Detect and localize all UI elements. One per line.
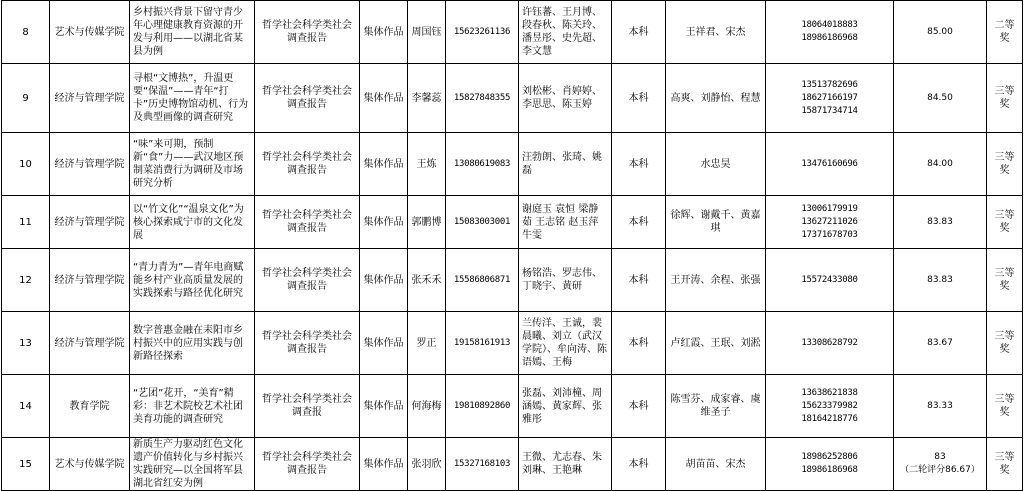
phone-cell: 15623261136 [446, 1, 519, 64]
project-title-cell: “味”来可期，预制新“食”力——武汉地区预制菜消费行为调研及市场研究分析 [130, 133, 255, 196]
advisor-cell: 胡苗苗、宋杰 [666, 438, 766, 491]
college-cell: 经济与管理学院 [50, 196, 130, 249]
table-row [2, 1, 1023, 64]
project-title-cell: 以“竹文化”“温泉文化”为核心探索咸宁市的文化发展 [130, 196, 255, 249]
phone-cell: 15827848355 [446, 64, 519, 133]
advisor-phone-cell: 18986252806 18986186968 [766, 438, 894, 491]
advisor-cell: 王祥君、宋杰 [666, 1, 766, 64]
advisor-phone-cell: 18064018883 18986186968 [766, 1, 894, 64]
award-cell: 三等奖 [987, 249, 1023, 312]
work-type-cell: 集体作品 [360, 133, 408, 196]
level-cell: 本科 [612, 249, 666, 312]
score-cell: 84.50 [894, 64, 987, 133]
advisor-cell: 徐辉、谢戴千、黄嘉琪 [666, 196, 766, 249]
advisor-phone-cell: 13476160696 [766, 133, 894, 196]
category-cell: 哲学社会科学类社会调查报告 [255, 1, 360, 64]
award-cell: 三等奖 [987, 375, 1023, 438]
table-row [2, 312, 1023, 375]
award-cell: 二等奖 [987, 1, 1023, 64]
advisor-phone-cell: 15572433080 [766, 249, 894, 312]
table-row [2, 249, 1023, 312]
members-cell: 张磊、刘沛橦、周涵嫣、黄家辉、张雅彤 [519, 375, 612, 438]
category-cell: 哲学社会科学类社会调查报告 [255, 64, 360, 133]
row-number: 9 [2, 64, 50, 133]
score-cell: 83 （二轮评分86.67） [894, 438, 987, 491]
category-cell: 哲学社会科学类社会调查报告 [255, 196, 360, 249]
award-cell: 三等奖 [987, 133, 1023, 196]
leader-cell: 周国钰 [408, 1, 446, 64]
award-cell: 三等奖 [987, 64, 1023, 133]
project-title-cell: 寻根“文博热”，升温更要“保温”——青年“打卡”历史博物馆动机、行为及典型画像的调查研究 [130, 64, 255, 133]
category-cell: 哲学社会科学类社会调查报告 [255, 133, 360, 196]
members-cell: 兰传洋、王诚，裴晨曦、刘立（武汉学院）、牟向涛、陈语嫣、王梅 [519, 312, 612, 375]
phone-cell: 15586806871 [446, 249, 519, 312]
row-number: 14 [2, 375, 50, 438]
score-cell: 83.67 [894, 312, 987, 375]
phone-cell: 19810892860 [446, 375, 519, 438]
project-title-cell: “青力青为”—青年电商赋能乡村产业高质量发展的实践探索与路径优化研究 [130, 249, 255, 312]
level-cell: 本科 [612, 133, 666, 196]
college-cell: 教育学院 [50, 375, 130, 438]
college-cell: 艺术与传媒学院 [50, 1, 130, 64]
phone-cell: 15083003001 [446, 196, 519, 249]
row-number: 12 [2, 249, 50, 312]
leader-cell: 王炼 [408, 133, 446, 196]
score-cell: 83.83 [894, 196, 987, 249]
level-cell: 本科 [612, 312, 666, 375]
leader-cell: 李馨蕊 [408, 64, 446, 133]
level-cell: 本科 [612, 438, 666, 491]
level-cell: 本科 [612, 375, 666, 438]
leader-cell: 郭鹏博 [408, 196, 446, 249]
project-title-cell: 乡村振兴背景下留守青少年心理健康教育资源的开发与利用——以湖北省某县为例 [130, 1, 255, 64]
college-cell: 经济与管理学院 [50, 64, 130, 133]
category-cell: 哲学社会科学类社会调查报告 [255, 438, 360, 491]
advisor-cell: 王开涛、余程、张强 [666, 249, 766, 312]
table-row [2, 133, 1023, 196]
members-cell: 谢庭玉 袁恒 梁静茹 王志铭 赵玉萍 牛雯 [519, 196, 612, 249]
leader-cell: 罗正 [408, 312, 446, 375]
leader-cell: 张禾禾 [408, 249, 446, 312]
awards-table [1, 0, 1023, 491]
phone-cell: 19158161913 [446, 312, 519, 375]
work-type-cell: 集体作品 [360, 438, 408, 491]
level-cell: 本科 [612, 64, 666, 133]
work-type-cell: 集体作品 [360, 249, 408, 312]
category-cell: 哲学社会科学类社会调查报告 [255, 249, 360, 312]
award-cell: 三等奖 [987, 196, 1023, 249]
advisor-cell: 高爽、刘静怡、程慧 [666, 64, 766, 133]
project-title-cell: “艺团”花开，“美育”精彩：非艺术院校艺术社团美育功能的调查研究 [130, 375, 255, 438]
row-number: 8 [2, 1, 50, 64]
college-cell: 经济与管理学院 [50, 312, 130, 375]
score-cell: 84.00 [894, 133, 987, 196]
members-cell: 许钰蕃、王月博、段春秋、陈关玲、潘昱彤、史先超、李文慧 [519, 1, 612, 64]
work-type-cell: 集体作品 [360, 1, 408, 64]
score-cell: 85.00 [894, 1, 987, 64]
advisor-phone-cell: 13308628792 [766, 312, 894, 375]
row-number: 11 [2, 196, 50, 249]
award-cell: 三等奖 [987, 438, 1023, 491]
award-cell: 三等奖 [987, 312, 1023, 375]
row-number: 15 [2, 438, 50, 491]
advisor-cell: 卢红霞、王珉、刘淞 [666, 312, 766, 375]
table-row [2, 196, 1023, 249]
table-row [2, 64, 1023, 133]
college-cell: 经济与管理学院 [50, 133, 130, 196]
work-type-cell: 集体作品 [360, 375, 408, 438]
advisor-phone-cell: 13638621838 15623379982 18164218776 [766, 375, 894, 438]
members-cell: 杨铭浩、罗志伟、丁晓宇、黄研 [519, 249, 612, 312]
work-type-cell: 集体作品 [360, 312, 408, 375]
advisor-phone-cell: 13513782696 18627166197 15871734714 [766, 64, 894, 133]
row-number: 10 [2, 133, 50, 196]
table-row [2, 438, 1023, 491]
score-cell: 83.33 [894, 375, 987, 438]
leader-cell: 何海梅 [408, 375, 446, 438]
project-title-cell: 数字普惠金融在耒阳市乡村振兴中的应用实践与创新路径探索 [130, 312, 255, 375]
level-cell: 本科 [612, 1, 666, 64]
work-type-cell: 集体作品 [360, 64, 408, 133]
members-cell: 汪勃朗、张琦、姚磊 [519, 133, 612, 196]
college-cell: 经济与管理学院 [50, 249, 130, 312]
row-number: 13 [2, 312, 50, 375]
members-cell: 王微、尤志春、朱刘琳、王艳琳 [519, 438, 612, 491]
category-cell: 哲学社会科学类社会调查报 [255, 375, 360, 438]
members-cell: 刘松彬、肖婷婷、李思思、陈玉婷 [519, 64, 612, 133]
advisor-cell: 水忠昊 [666, 133, 766, 196]
phone-cell: 15327168103 [446, 438, 519, 491]
work-type-cell: 集体作品 [360, 196, 408, 249]
advisor-phone-cell: 13006179919 13627211026 17371678703 [766, 196, 894, 249]
leader-cell: 张羽欣 [408, 438, 446, 491]
category-cell: 哲学社会科学类社会调查报告 [255, 312, 360, 375]
table-row [2, 375, 1023, 438]
project-title-cell: 新质生产力驱动红色文化遗产价值转化与乡村振兴实践研究—以全国将军县湖北省红安为例 [130, 438, 255, 491]
advisor-cell: 陈雪芬、成家睿、虞维圣子 [666, 375, 766, 438]
score-cell: 83.83 [894, 249, 987, 312]
phone-cell: 13080619083 [446, 133, 519, 196]
level-cell: 本科 [612, 196, 666, 249]
table-body [2, 1, 1023, 491]
college-cell: 艺术与传媒学院 [50, 438, 130, 491]
